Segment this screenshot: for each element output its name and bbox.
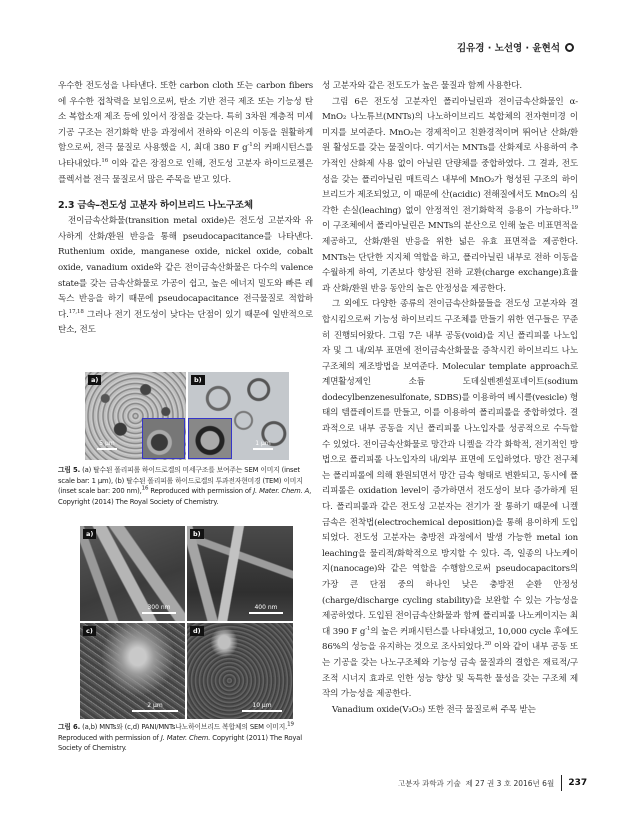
scale-bar	[242, 702, 282, 712]
scale-bar	[132, 702, 178, 712]
caption-text: (a,b) MNTs와 (c,d) PANI/MNTs나노하이브리드 복합체의 SEM 이미지.	[80, 723, 288, 731]
inset-highlight	[188, 418, 232, 459]
figure-6-panel-c	[80, 623, 185, 719]
section-heading: 2.3 금속–전도성 고분자 하이브리드 나노구조체	[58, 200, 253, 212]
panel-label: c)	[83, 626, 96, 636]
figure-number: 그림 5.	[58, 466, 81, 474]
caption-text: Reproduced with permission of	[148, 487, 254, 496]
reference-marker: 16	[101, 158, 109, 165]
journal-name: J. Mater. Chem.	[160, 733, 211, 742]
panel-label: b)	[190, 529, 204, 539]
bullet-circle-icon	[565, 43, 574, 52]
scale-bar	[97, 440, 117, 450]
running-header	[457, 40, 574, 54]
scale-bar	[253, 440, 273, 450]
caption-text: Reproduced with permission of	[58, 733, 161, 742]
text-span: 이 구조체에서 폴리아닐린은 MNTs의 분산으로 인해 높은 비표면적을 제공하고, 산화/환원 반응을 위한 넓은 유효 표면적을 제공한다. MNTs는 단단한 지지체 역할을 하고, 폴리아닐린 내부로 전하 이동을 수월하게 하여, 기존보다 향상된 전하 교환(charge exchange)효율과 산화/환원 반응 동안의 높은 안정성을 제공한다.	[322, 221, 578, 294]
journal-name: J. Mater. Chem. A	[253, 487, 310, 496]
caption-text: Copyright (2011) The Royal Society of Chemistry.	[58, 733, 302, 753]
figure-5-panel-a	[85, 372, 186, 460]
paragraph: 성 고분자와 같은 전도도가 높은 물질과 함께 사용한다.	[322, 81, 522, 91]
right-column	[322, 79, 578, 718]
section-paragraph	[58, 214, 313, 339]
text-span: 전이금속산화물(transition metal oxide)은 전도성 고분자와 유사하게 산화/환원 반응을 통해 pseudocapacitance를 나타낸다. Ruthenium oxide, manganese oxide, nickel oxide, cobalt oxide, vanadium oxide와 같은 전이금속산화물은 다수의 valence state를 갖는 금속산화물로 가공이 쉽고, 높은 에너지 밀도와 빠른 레독스 반응을 하기 때문에 pseudocapacitance 전극물질로 적합하다.	[58, 216, 313, 320]
panel-label: a)	[88, 375, 101, 385]
figure-6-panel-d	[187, 623, 293, 719]
caption-text: (a) 탈수된 폴리피롤 하이드로겔의 미세구조를 보여주는 SEM 이미지 (inset scale bar: 1 μm), (b) 탈수된 폴리피롤 하이드로겔의 투과전자현미경 (TEM) 이미지(inset scale bar: 200 nm),	[58, 466, 303, 496]
reference-marker: 16	[141, 485, 149, 492]
header-authors: 김유경 · 노선영 · 윤현석	[456, 43, 560, 54]
figure-5-caption	[58, 465, 316, 507]
superscript: -1	[365, 625, 371, 632]
text-span: 그 외에도 다양한 종류의 전이금속산화물들을 전도성 고분자와 결합시킴으로써 기능성 하이브리드 구조체를 만들기 위한 연구들은 꾸준히 진행되어왔다. 그림 7은 내부 공동(void)을 지닌 폴리피롤 나노입자 및 그 내/외부 표면에 전이금속산화물을 증착시킨 하이브리드 나노구조체의 제조방법을 보여준다. Molecular template approach로 계면활성제인 소듐 도데실벤젠설포네이트(sodium dodecylbenzenesulfonate, SDBS)를 이용하여 베시클(vesicle) 형태의 템플레이트를 만들고, 이를 이용하여 폴리피롤을 중합하였다. 결과적으로 내부 공동을 지닌 폴리피롤 나노입자를 성공적으로 수득할 수 있었다. 전이금속산화물로 망간과 니켈을 각각 화학적, 전기적인 방법으로 폴리피롤 나노입자의 내/외부 표면에 도입하였다. 망간 전구체는 폴리피롤에 의해 환원되면서 망간 금속 형태로 변환되고, 동시에 폴리피롤은 oxidation level이 증가하면서 전도성이 보다 증가하게 된다. 폴리피롤과 같은 전도성 고분자는 전기가 잘 통하기 때문에 니켈 금속은 전착법(electrochemical deposition)을 통해 용이하게 도입되었다. 전도성 고분자는 충방전 과정에서 발생 가능한 metal ion leaching을 물리적/화학적으로 방지할 수 있다. 즉, 일종의 나노케이지(nanocage)와 같은 역할을 수행함으로써 pseudocapacitors의 가장 큰 단점 중의 하나인 낮은 충방전 순환 안정성(charge/discharge cycling stability)을 보완할 수 있는 가능성을 제공하였다. 도입된 전이금속산화물과 함께 폴리피롤 나노케이지는 최대 390 F g	[322, 299, 578, 637]
scale-bar	[142, 604, 176, 614]
figure-6-caption	[58, 722, 316, 754]
figure-5-panel-b	[188, 372, 289, 460]
figure-5	[85, 372, 289, 460]
footer-divider	[561, 775, 562, 791]
intro-paragraph	[58, 79, 313, 188]
panel-label: d)	[190, 626, 204, 636]
scale-label: 1 μm	[255, 440, 271, 447]
paragraph: Vanadium oxide(V₂O₅) 또한 전극 물질로써 주목 받는	[332, 704, 536, 715]
panel-label: a)	[83, 529, 96, 539]
scale-label: 300 nm	[147, 604, 171, 611]
superscript: -1	[247, 142, 253, 149]
text-span: 이와 같은 장점으로 인해, 전도성 고분자 하이드로젤은 플렉서블 전극 물질로서 많은 주목을 받고 있다.	[58, 158, 313, 185]
figure-6	[80, 526, 293, 719]
text-span: 그러나 전기 전도성이 낮다는 단점이 있기 때문에 일반적으로 탄소, 전도	[58, 309, 313, 336]
text-span: 의 높은 커패시턴스를 나타내었고, 10,000 cycle 후에도 86%의 성능을 유지하는 것으로 조사되었다.	[322, 626, 579, 653]
inset-highlight	[142, 418, 185, 459]
left-column	[58, 79, 313, 339]
reference-marker: 20	[484, 641, 492, 648]
paragraph	[322, 297, 578, 702]
page-footer	[398, 775, 587, 791]
figure-6-panel-a	[80, 526, 185, 621]
scale-label: 2 μm	[147, 702, 163, 709]
caption-text: , Copyright (2014) The Royal Society of Chemistry.	[58, 487, 312, 506]
scale-label: 10 μm	[252, 702, 272, 709]
reference-marker: 19	[571, 204, 578, 211]
panel-label: b)	[191, 375, 205, 385]
scale-bar	[249, 604, 283, 614]
figure-number: 그림 6.	[58, 723, 81, 731]
text-span: 의 커패시턴스를 나타내었다.	[58, 143, 313, 169]
reference-marker: 17,18	[68, 308, 84, 315]
text-span: 이와 같이 내부 공동 또는 기공을 갖는 나노구조체와 기능성 금속 물질과의 결합은 재료적/구조적 시너지 효과로 인한 성능 향상 및 독특한 물성을 갖는 구조체 제작의 가능성을 제공한다.	[322, 642, 578, 700]
scale-label: 400 nm	[254, 604, 278, 611]
paragraph	[322, 95, 578, 298]
journal-info: 고분자 과학과 기술 제 27 권 3 호 2016년 6월	[398, 778, 555, 788]
figure-6-panel-b	[187, 526, 293, 621]
text-span: 우수한 전도성을 나타낸다. 또한 carbon cloth 또는 carbon fibers에 우수한 접착력을 보임으로써, 탄소 기반 전극 제조 또는 기능성 탄소 복합소재 제조 등에 있어서 장점을 갖는다. 특히 3차원 계층적 미세기공 구조는 전기화학 반응 과정에서 전하와 이온의 이동을 원활하게 함으로써, 전극 물질로 사용했을 시, 최대 380 F g	[58, 81, 313, 154]
text-span: 그림 6은 전도성 고분자인 폴리아닐린과 전이금속산화물인 α-MnO₂ 나노튜브(MNTs)의 나노하이브리드 복합체의 전자현미경 이미지를 보여준다. MnO₂는 경제적이고 친환경적이며 뛰어난 산화/환원 활성도를 갖는 물질이다. 여기서는 MNTs를 산화제로 사용하여 추가적인 산화제 사용 없이 아닐린 단량체를 중합하였다. 그 결과, 전도성을 갖는 폴리아닐린 매트릭스 내부에 MnO₂가 형성된 구조의 하이브리드가 제조되었고, 이 때문에 산(acidic) 전해질에서도 MnO₂의 심각한 손실(leaching) 없이 안정적인 전기화학적 응용이 가능하다.	[322, 96, 578, 216]
page-number: 237	[568, 778, 588, 788]
reference-marker: 19	[287, 721, 294, 728]
scale-label: 5 μm	[99, 440, 115, 447]
